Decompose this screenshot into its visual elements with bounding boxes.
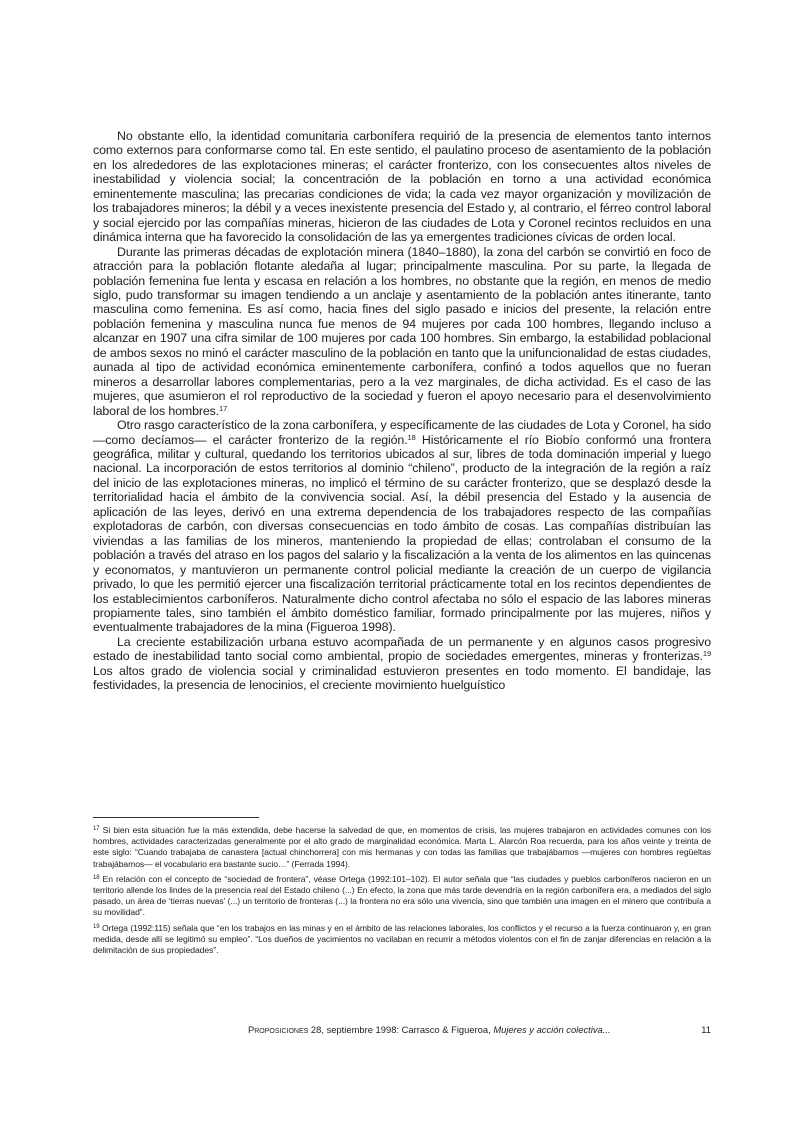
paragraph (93, 245, 711, 418)
footnote-number: 17 (93, 826, 100, 832)
footnote-ref[interactable]: 19 (702, 649, 711, 659)
footnote-text: Ortega (1992:115) señala que “en los trabajos en las minas y en el ámbito de las relaciones laborales, los conflictos y el recurso a la fuerza continuaron y, en gran medida, desde allí se legitimó su empleo”. “Los dueños de yacimientos no vacilaban en recurrir a métodos violentos con el fin de zanjar diferencias en relación a la delimitación de sus propiedades”. (93, 922, 711, 956)
issue-info: 28, septiembre 1998: Carrasco & Figueroa, (308, 1024, 494, 1035)
page-number: 11 (701, 1024, 711, 1035)
main-text (93, 129, 711, 693)
footnote-number: 19 (93, 923, 100, 930)
paragraph-text: Durante las primeras décadas de explotación minera (1840–1880), la zona del carbón se convirtió en foco de atracción para la población flotante aledaña al lugar; principalmente masculina. Por su parte, la llegada de población femenina fue lenta y escasa en relación a los hombres, no obstante que la región, en menos de medio siglo, pudo transformar su imagen tendiendo a un anclaje y asentamiento de la población antes itinerante, tanto masculina como femenina. Es así como, hacia fines del siglo pasado e inicios del presente, la relación entre población femenina y masculina nunca fue menos de 94 mujeres por cada 100 hombres, llegando incluso a alcanzar en 1907 una cifra similar de 100 mujeres por cada 100 hombres. Sin embargo, la estabilidad poblacional de ambos sexos no minó el carácter masculino de la población en tanto que la unifuncionalidad de estas ciudades, aunada al tipo de actividad económica eminentemente carbonífera, confinó a todos aquellos que no fueran mineros a desarrollar labores complementarias, pero a la vez marginales, de dicha actividad. Es el caso de las mujeres, que asumieron el rol reproductivo de la sociedad y fueron el apoyo necesario para el desenvolvimiento laboral de los hombres. (93, 244, 711, 418)
journal-name: Proposiciones (248, 1024, 309, 1035)
page-footer (248, 1024, 711, 1036)
footnote-ref[interactable]: 18 (407, 432, 416, 442)
footnote-text: Si bien esta situación fue la más extendida, debe hacerse la salvedad de que, en momentos de crisis, las mujeres trabajaron en actividades comunes con los hombres, actividades caracterizadas generalmente por el alto grado de marginalidad económica. Marta L. Alarcón Roa recuerda, para los años veinte y treinta de este siglo: “Cuando trabajaba de canastera [actual chinchorrera] con mis hermanas y con todas las familias que trabajábamos —mujeres con hombres regüeltas trabajábamos— el vocabulario era bastante sucio…” (Ferrada 1994). (93, 825, 711, 869)
paragraph (93, 129, 711, 245)
paragraph-text: Otro rasgo característico de la zona carbonífera, y específicamente de las ciudades de Lota y Coronel, ha sido —como decíamos— el carácter fronterizo de la región. (93, 418, 711, 447)
footnote (93, 874, 711, 919)
footnote-ref[interactable]: 17 (219, 403, 228, 413)
paragraph-text: Los altos grado de violencia social y criminalidad estuvieron presentes en todo momento. El bandidaje, las festividades, la presencia de lenocinios, el creciente movimiento huelguístico (93, 663, 711, 693)
article-title: Mujeres y acción colectiva... (493, 1024, 611, 1035)
footnote-text: En relación con el concepto de “sociedad de frontera”, véase Ortega (1992:101–102). El autor señala que “las ciudades y pueblos carboníferos nacieron en un territorio allende los lindes de la presencia real del Estado chileno (...) En efecto, la zona que más tarde devendría en la región carbonífera era, a mediados del siglo pasado, un área de ‘tierras nuevas’ (...) un territorio de fronteras (...) la frontera no era sólo una vivencia, sino que también una imagen en el minero que contribuía a su movilidad”. (93, 873, 711, 918)
paragraph-text: No obstante ello, la identidad comunitaria carbonífera requirió de la presencia de elementos tanto internos como externos para conformarse como tal. En este sentido, el paulatino proceso de asentamiento de la población en los alrededores de las explotaciones mineras; el carácter fronterizo, con los consecuentes altos niveles de inestabilidad y violencia social; la concentración de la población en torno a una actividad económica eminentemente masculina; las precarias condiciones de vida; la cada vez mayor organización y movilización de los trabajadores mineros; la débil y a veces inexistente presencia del Estado y, al contrario, el férreo control laboral y social ejercido por las compañías mineras, hicieron de las ciudades de Lota y Coronel recintos recluidos en una dinámica interna que ha favorecido la consolidación de las ya emergentes tradiciones cívicas de orden local. (93, 129, 711, 245)
paragraph-text: Históricamente el río Biobío conformó una frontera geográfica, militar y cultural, quedando los territorios ubicados al sur, libres de toda dominación imperial y luego nacional. La incorporación de estos territorios al dominio “chileno”, producto de la integración de la región a raíz del inicio de las explotaciones mineras, no implicó el término de su carácter fronterizo, que se desplazó desde la territorialidad hacia el ámbito de la convivencia social. Así, la débil presencia del Estado y la ausencia de aplicación de las leyes, derivó en una extrema dependencia de los trabajadores respecto de las compañías explotadoras de carbón, con diversas consecuencias en todo ámbito de cosas. Las compañías distribuían las viviendas a las familias de los mineros, manteniendo la propiedad de ellas; controlaban el consumo de la población a través del atraso en los pagos del salario y la fiscalización a la venta de los alimentos en las quincenas y economatos, y mantuvieron un permanente control policial mediante la creación de un cuerpo de vigilancia privado, lo que les permitió ejercer una fiscalización territorial prácticamente total en los recintos dependientes de los establecimientos carboníferos. Naturalmente dicho control afectaba no sólo el espacio de las labores mineras propiamente tales, sino también el ámbito doméstico familiar, formado principalmente por las mujeres, niños y eventualmente trabajadores de la mina (Figueroa 1998). (93, 432, 711, 635)
paragraph (93, 418, 711, 635)
footnote (93, 923, 711, 957)
footnote-divider (93, 817, 259, 818)
footnotes (93, 825, 711, 960)
paragraph (93, 635, 711, 693)
footnote (93, 825, 711, 870)
paragraph-text: La creciente estabilización urbana estuvo acompañada de un permanente y en algunos casos progresivo estado de inestabilidad tanto social como ambiental, propio de sociedades emergentes, mineras y fronterizas. (93, 634, 711, 664)
footnote-number: 18 (93, 874, 100, 881)
